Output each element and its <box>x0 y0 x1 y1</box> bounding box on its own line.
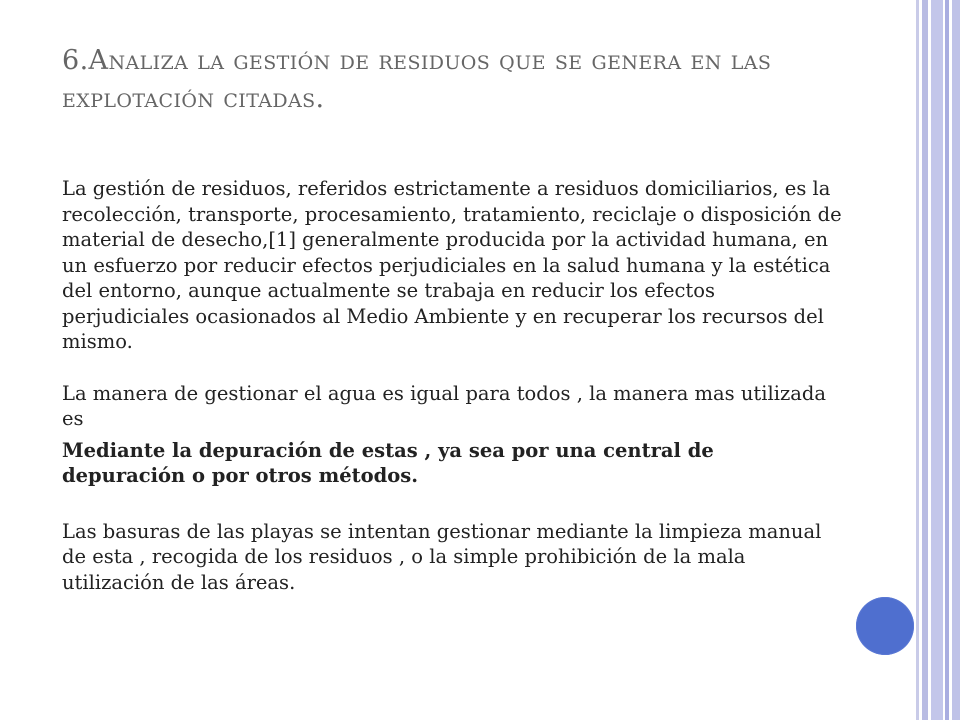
slide-body <box>62 176 842 595</box>
paragraph-water-management: La manera de gestionar el agua es igual para todos , la manera mas utilizada es <box>62 381 826 430</box>
decorative-circle <box>856 597 914 655</box>
slide-title: 6.Analiza la gestión de residuos que se genera en las explotación citadas. <box>62 45 772 114</box>
decorative-stripe <box>945 0 949 720</box>
decorative-stripe <box>931 0 943 720</box>
decorative-stripe <box>952 0 960 720</box>
paragraph-beach-waste: Las basuras de las playas se intentan gestionar mediante la limpieza manual de esta , recogida de los residuos , o la simple prohibición de la mala utilización de las áreas. <box>62 519 822 594</box>
paragraph-purification-method: Mediante la depuración de estas , ya sea por una central de depuración o por otros métodos. <box>62 438 714 487</box>
paragraph-waste-management: La gestión de residuos, referidos estrictamente a residuos domiciliarios, es la recolección, transporte, procesamiento, tratamiento, reciclaje o disposición de material de desecho,[1] generalmente producida por la actividad humana, en un esfuerzo por reducir efectos perjudiciales en la salud humana y la estética del entorno, aunque actualmente se trabaja en reducir los efectos perjudiciales ocasionados al Medio Ambiente y en recuperar los recursos del mismo. <box>62 177 842 353</box>
decorative-stripe <box>916 0 919 720</box>
decorative-stripe <box>922 0 928 720</box>
